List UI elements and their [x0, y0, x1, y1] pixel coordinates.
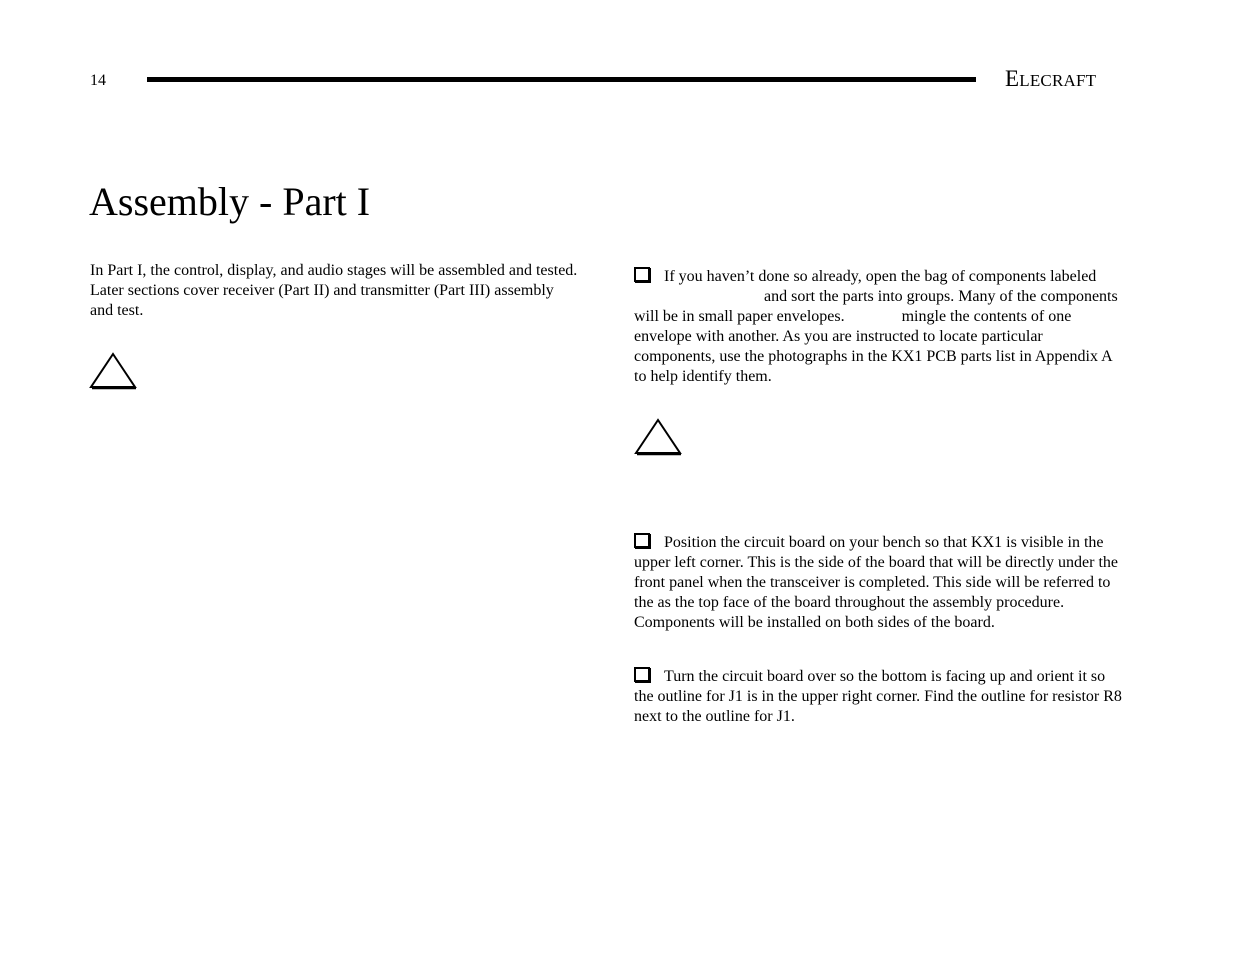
step-open-components	[634, 267, 1124, 387]
step-text-c: mingle the contents of one envelope with another. As you are instructed to locate particular components, use the photographs in the KX1 PCB parts list in Appendix A to help identify them.	[634, 308, 1112, 385]
checkbox-icon[interactable]	[634, 667, 650, 682]
brand-rest: LECRAFT	[1019, 71, 1097, 90]
caution-triangle-icon	[634, 418, 682, 456]
step-text-b: and sort the parts into groups. Many of the components will be in small paper envelopes.	[634, 288, 1118, 325]
header-rule	[147, 77, 976, 82]
step-text-a: If you haven’t done so already, open the bag of components labeled	[664, 268, 1097, 285]
brand-initial: E	[1005, 66, 1020, 91]
checkbox-icon[interactable]	[634, 533, 650, 548]
step-text: Turn the circuit board over so the bottom is facing up and orient it so the outline for J1 is in the upper right corner. Find the outline for resistor R8 next to the outline for J1.	[634, 668, 1122, 725]
page-number: 14	[90, 72, 106, 89]
brand-name	[1005, 66, 1096, 92]
page-title: Assembly - Part I	[89, 179, 371, 224]
step-turn-board	[634, 667, 1124, 727]
step-text: Position the circuit board on your bench so that KX1 is visible in the upper left corner. This is the side of the board that will be directly under the front panel when the transceiver is completed. This side will be referred to the as the top face of the board throughout the assembly procedure. Components will be installed on both sides of the board.	[634, 534, 1119, 631]
intro-paragraph: In Part I, the control, display, and audio stages will be assembled and tested. Later sections cover receiver (Part II) and transmitter (Part III) assembly and test.	[90, 262, 578, 319]
caution-triangle-icon	[89, 352, 137, 390]
checkbox-icon[interactable]	[634, 267, 650, 282]
step-position-board	[634, 533, 1124, 633]
